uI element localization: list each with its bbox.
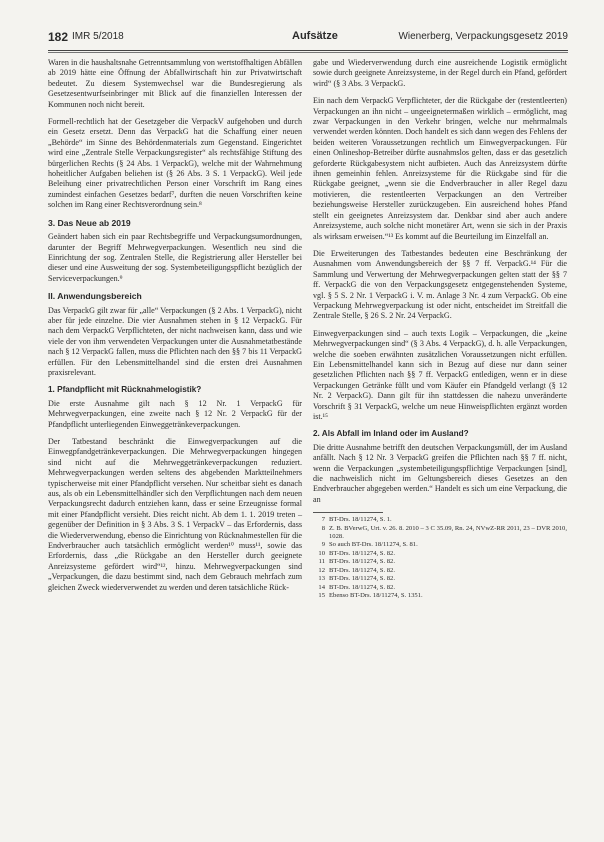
footnote-rule	[313, 512, 383, 513]
footnote-text: BT-Drs. 18/11274, S. 82.	[329, 549, 396, 557]
footnote	[313, 584, 567, 592]
journal-issue: IMR 5/2018	[72, 31, 124, 42]
header-rule-thin	[48, 52, 568, 53]
footnote	[313, 525, 567, 542]
paragraph: Ein nach dem VerpackG Verpflichteter, der die Rückgabe der (restentleerten) Verpackungen an ihn nicht – ungeeignetermaßen wirklich – ermöglicht, mag zwar Verpackungen in den Verkehr bringen, welche nur mehrmalmals verwendet werden könnten. Doch handelt es sich dann wegen des Fehlens der beiden weiteren Voraussetzungen rechtlich um Einwegverpackungen. Für einen Onlineshop-Betreiber dürfte ausnahmslos gelten, dass er das gesetzlich geforderte Rückgabesystem nicht aufbieten. Auch das Anreizsystem dürfte ihnen gemeinhin fehlen. Anreizsysteme für die Rückgabe sind für die Rückgabe geeignet, „wenn sie die Endverbraucher in aller Regel dazu motivieren, die restentleerten Verpackungen an den Vertreiber beziehungsweise Hersteller zurückzugeben. Ein ausreichend hohes Pfand stellt ein geeignetes Anreizsystem dar. Denkbar sind aber auch andere Anreizsysteme, auch solche nicht monetärer Art, wenn sie sich in der Praxis als wirksam erweisen.“¹³ Es kommt auf die Beurteilung im Einzelfall an.	[313, 96, 567, 241]
footnote-text: BT-Drs. 18/11274, S. 82.	[329, 575, 396, 583]
footnote-number: 14	[318, 583, 325, 591]
footnote	[313, 558, 567, 566]
footnote-number: 11	[318, 558, 325, 566]
footnote-number: 15	[318, 591, 325, 599]
paragraph: Der Tatbestand beschränkt die Einwegverpackungen auf die Einwegpfandgetränkeverpackungen. Die Mehrwegverpackungen hingegen sind nicht auf die Mehrweggetränkeverpackungen reduziert. Mehrwegverpackungen werden seltens des abgebenden Marktteilnehmers typischerweise mit einer Pfandpflicht versehen. Nur scheitbar sieht es danach aus, als ob ein Lebensmittelhändler sich den Verpflichtungen nach dem neuen Verpackungsrecht dadurch entziehen kann, dass er seine Erzeugnisse formal mit einer Pfandpflicht versieht. Dies reicht nicht. Ab dem 1. 1. 2019 treten – gegenüber der Definition in § 3 Abs. 3 S. 1 VerpackV – das Erfordernis, dass die Wiederverwendung, ebenso die Einrichtung von Rücknahmestellen für die Endverbraucher auch tatsächlich ermöglicht werden¹⁰ muss¹¹, sowie das Erfordernis, dass „die Rückgabe an den Hersteller durch geeignete Anreizsysteme gefördert wird“¹², hinzu. Mehrwegverpackungen sind „Verpackungen, die dazu bestimmt sind, nach dem Gebrauch mehrfach zum gleichen Zweck wiederverwendet zu werden und deren tatsächliche Rück-	[48, 437, 302, 592]
footnote-text: Z. B. BVerwG, Urt. v. 26. 8. 2010 – 3 C 35.09, Rn. 24, NVwZ-RR 2011, 23 – DVR 2010, 1028.	[329, 524, 567, 541]
paragraph: Die dritte Ausnahme betrifft den deutschen Verpackungsmüll, der im Ausland anfällt. Nach § 12 Nr. 3 VerpackG greifen die Pflichten nach §§ 7 ff. nicht, wenn die Verpackungen „systembeteiligungspflichtige Verpackungen [sind], die nachweislich nicht im Geltungsbereich dieses Gesetzes an den Endverbraucher abgegeben werden.“ Handelt es sich um eine Verpackung, die an	[313, 442, 567, 504]
left-column	[48, 58, 302, 600]
footnote-text: Ebenso BT-Drs. 18/11274, S. 1351.	[329, 591, 423, 599]
footnote	[313, 550, 567, 558]
footnote-text: BT-Drs. 18/11274, S. 82.	[329, 566, 396, 574]
page-number: 182	[48, 30, 69, 44]
running-title: Wienerberg, Verpackungsgesetz 2019	[398, 31, 568, 42]
footnotes	[313, 516, 567, 600]
subsection-heading: 1. Pfandpflicht mit Rücknahmelogistik?	[48, 385, 202, 395]
footnote	[313, 575, 567, 583]
footnote-text: BT-Drs. 18/11274, S. 1.	[329, 516, 392, 524]
footnote-number: 8	[321, 524, 325, 532]
footnote-text: BT-Drs. 18/11274, S. 82.	[329, 558, 396, 566]
page-header	[48, 30, 568, 46]
footnote-number: 13	[318, 575, 325, 583]
footnote-text: So auch BT-Drs. 18/11274, S. 81.	[329, 541, 418, 549]
section-title: Aufsätze	[292, 30, 338, 42]
paragraph: Die Erweiterungen des Tatbestandes bedeuten eine Beschränkung der Ausnahmen vom Anwendungsbereich der §§ 7 ff. VerpackG.¹⁴ Für die Sammlung und Verwertung der Mehrwegverpackungen gelten statt der §§ 7 ff. VerpackG die von den Verpackungsgesetz entgegenstehenden Systeme, vgl. § 5 S. 2 Nr. 1 VerpackG i. V. m. Anlage 3 Nr. 4 zum VerpackG. Ob eine Verpackung Mehrwegverpackung ist oder nicht, entscheidet im Streitfall die Zentrale Stelle, § 26 S. 2 Nr. 24 VerpackG.	[313, 248, 567, 321]
paragraph: Die erste Ausnahme gilt nach § 12 Nr. 1 VerpackG für Mehrwegverpackungen, eine zweite nach § 12 Nr. 2 VerpackG für der Pfandpflicht unterliegenden Einweggetränkeverpackungen.	[48, 398, 302, 429]
right-column	[313, 58, 567, 600]
subsection-heading: 2. Als Abfall im Inland oder im Ausland?	[313, 429, 469, 439]
paragraph: gabe und Wiederverwendung durch eine ausreichende Logistik ermöglicht sowie durch geeignete Anreizsysteme, in der Regel durch ein Pfand, gefördert wird“ (§ 3 Abs. 3 VerpackG.	[313, 58, 567, 88]
footnote-number: 12	[318, 566, 325, 574]
section-heading: 3. Das Neue ab 2019	[48, 217, 131, 228]
header-rule	[48, 50, 568, 51]
footnote-number: 10	[318, 549, 325, 557]
footnote-text: BT-Drs. 18/11274, S. 82.	[329, 583, 396, 591]
paragraph: Das VerpackG gilt zwar für „alle“ Verpackungen (§ 2 Abs. 1 VerpackG), nicht aber für jede einzelne. Die vier Ausnahmen stehen in § 12 VerpackG. Für nach dem VerpackG Verpflichteten, der nicht nachweisen kann, dass und wie viele der von ihm verwendeten Verpackungen unter die Ausnahmetatbestände nach § 12 VerpackG fallen, muss die Pflichten nach den §§ 7 bis 11 VerpackG erfüllen. Für den Lebensmittelhandel sind die ersten drei Ausnahmen praxisrelevant.	[48, 305, 302, 377]
footnote	[313, 592, 567, 600]
section-heading: II. Anwendungsbereich	[48, 291, 142, 302]
paragraph: Formell-rechtlich hat der Gesetzgeber die VerpackV aufgehoben und durch ein Gesetz ersetzt. Denn das VerpackG hat die Schaffung einer neuen „Behörde“ im Sinne des Behördenmaterials zum Gegenstand. Eingerichtet wird eine „Zentrale Stelle Verpackungsregister“ als rechtsfähige Stiftung des bürgerlichen Rechts (§ 24 Abs. 1 VerpackG), welche mit der Wahrnehmung hoheitlicher Aufgaben beliehen ist (§ 26 Abs. 3 S. 1 VerpackG). Weil jede Beleihung einer privatrechtlichen Person einer Vorschrift im Rang eines zumindest einfachen Gesetzes bedarf⁷, durften die neuen Vorschriften keine solchen im Rang einer Rechtsverordnung sein.⁸	[48, 117, 302, 210]
paragraph: Einwegverpackungen sind – auch texts Logik – Verpackungen, die „keine Mehrwegverpackungen sind“ (§ 3 Abs. 4 VerpackG), d. h. alle Verpackungen, welche die soeben erwähnten zusätzlichen Voraussetzungen nicht erfüllen. Ein Lebensmittelhandel kann sich in Bezug auf diese nur dann seiner gesetzlichen Pflichten nach §§ 7 ff. VerpackG entledigen, wenn er in diese Verpackungen Getränke füllt und vom Käufer ein Pfandgeld verlangt (§ 12 Nr. 2 VerpackG). Dann gilt für ihn stattdessen die nahezu unveränderte Vorschrift § 31 VerpackG, welche um neue Hinweispflichten ergänzt worden ist.¹⁵	[313, 328, 567, 421]
paragraph: Waren in die haushaltsnahe Getrenntsammlung von wertstoffhaltigen Abfällen ab 2019 hätte eine Öffnung der Abfallwirtschaft hin zur Privatwirtschaft bedeutet. Zu diesem Systemwechsel war die Bundesregierung als Gesetzesentwurfseinbringer mit Blick auf die finanziellen Interessen der Kommunen noch nicht bereit.	[48, 58, 302, 109]
footnote	[313, 541, 567, 549]
footnote-number: 7	[321, 516, 325, 524]
footnote-number: 9	[321, 541, 325, 549]
footnote	[313, 567, 567, 575]
footnote	[313, 516, 567, 524]
paragraph: Geändert haben sich ein paar Rechtsbegriffe und Verpackungsumordnungen, darunter der Begriff Mehrwegverpackungen. Wesentlich neu sind die Einrichtung der sog. Zentralen Stelle, die Registrierung aller Hersteller bei dieser und eine Ausweitung der sog. Systembeteiligungspflicht bezüglich der Serviceverpackungen.⁹	[48, 232, 302, 283]
